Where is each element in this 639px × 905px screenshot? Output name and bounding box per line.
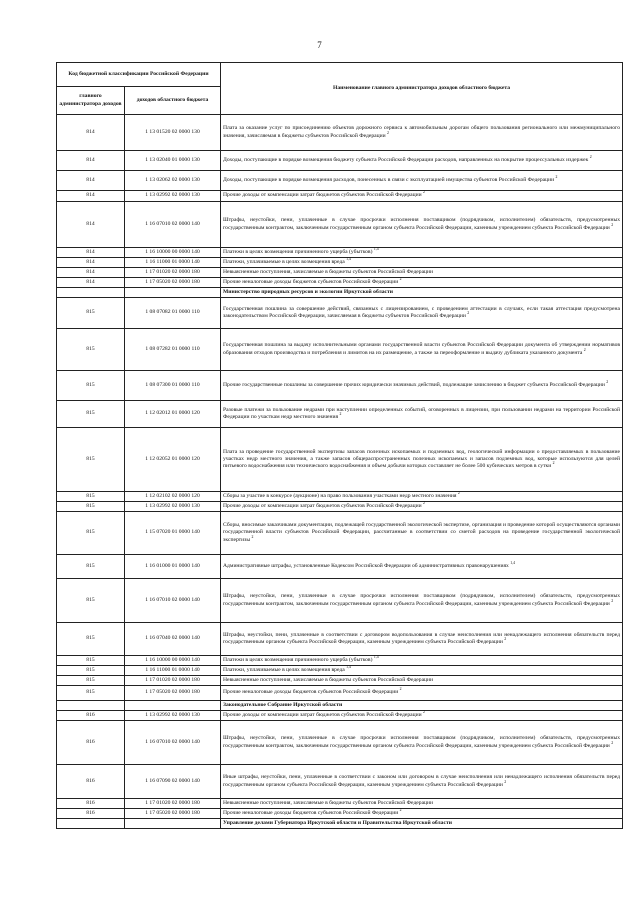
admin-code-cell bbox=[57, 288, 125, 298]
revenue-name-text: Штрафы, неустойки, пени, уплаченные в случае просрочки исполнения поставщиком (подрядчиком, исполнителем) обязательств, предусмотренных государственным контрактом, заключенным государственным органом субъекта Российской Федерации, казенным учреждением субъекта Российской Федерации bbox=[223, 735, 621, 749]
revenue-name-cell bbox=[221, 171, 623, 191]
table-row bbox=[57, 298, 623, 329]
revenue-code-cell: 1 12 02012 01 0000 120 bbox=[125, 401, 221, 428]
revenue-code-cell: 1 16 07010 02 0000 140 bbox=[125, 721, 221, 765]
admin-code-cell: 816 bbox=[57, 809, 125, 819]
admin-code-cell: 814 bbox=[57, 171, 125, 191]
revenue-code-cell: 1 08 07082 01 0000 110 bbox=[125, 298, 221, 329]
revenue-code-cell bbox=[125, 288, 221, 298]
footnote-mark: 2 bbox=[399, 687, 402, 692]
admin-code-cell: 815 bbox=[57, 579, 125, 623]
revenue-code-cell: 1 08 07300 01 0000 110 bbox=[125, 371, 221, 401]
revenue-name-text: Сборы за участие в конкурсе (аукционе) на право пользования участками недр местного значения bbox=[223, 492, 457, 499]
footnote-mark: 1,4 bbox=[346, 665, 351, 670]
revenue-name-text: Невыясненные поступления, зачисляемые в бюджеты субъектов Российской Федерации bbox=[223, 799, 434, 806]
revenue-code-cell bbox=[125, 701, 221, 711]
revenue-name-text: Прочие неналоговые доходы бюджетов субъектов Российской Федерации bbox=[223, 278, 399, 285]
footnote-mark: 1,4 bbox=[510, 561, 515, 566]
footnote-mark: 2 bbox=[552, 461, 555, 466]
revenue-name-text: Плата за оказание услуг по присоединению объектов дорожного сервиса к автомобильным дорогам общего пользования регионального или межмуниципального значения, зачисляемая в бюджеты субъектов Российской Федерации bbox=[223, 125, 621, 139]
revenue-name-text: Платежи, уплачиваемые в целях возмещения вреда bbox=[223, 258, 345, 265]
revenue-code-cell: 1 13 02992 02 0000 130 bbox=[125, 191, 221, 202]
revenue-name-cell bbox=[221, 721, 623, 765]
revenue-name-text: Прочие доходы от компенсации затрат бюджетов субъектов Российской Федерации bbox=[223, 502, 422, 509]
revenue-name-text: Министерство природных ресурсов и экологии Иркутской области bbox=[223, 288, 393, 295]
revenue-code-cell: 1 16 01000 01 0000 140 bbox=[125, 555, 221, 579]
revenue-code-cell: 1 13 02992 02 0000 130 bbox=[125, 711, 221, 721]
footnote-mark: 2 bbox=[339, 412, 342, 417]
footnote-mark: 2 bbox=[555, 175, 558, 180]
admin-code-cell: 815 bbox=[57, 492, 125, 502]
admin-code-cell: 815 bbox=[57, 686, 125, 701]
revenue-name-cell bbox=[221, 202, 623, 248]
footnote-mark: 2 bbox=[606, 380, 609, 385]
table-row bbox=[57, 151, 623, 171]
admin-code-cell bbox=[57, 819, 125, 829]
revenue-name-cell bbox=[221, 502, 623, 512]
admin-code-cell: 815 bbox=[57, 623, 125, 656]
revenue-name-cell bbox=[221, 579, 623, 623]
admin-code-cell: 814 bbox=[57, 268, 125, 278]
admin-code-cell: 814 bbox=[57, 191, 125, 202]
section-row bbox=[57, 288, 623, 298]
admin-code-cell: 815 bbox=[57, 401, 125, 428]
revenue-name-text: Платежи в целях возмещения причиненного ущерба (убытков) bbox=[223, 248, 373, 255]
revenue-name-cell bbox=[221, 666, 623, 676]
table-row bbox=[57, 258, 623, 268]
revenue-code-cell: 1 17 01020 02 0000 180 bbox=[125, 799, 221, 809]
revenue-name-text: Невыясненные поступления, зачисляемые в бюджеты субъектов Российской Федерации bbox=[223, 268, 434, 275]
admin-code-cell: 815 bbox=[57, 656, 125, 666]
footnote-mark: 2 bbox=[583, 347, 586, 352]
revenue-code-cell: 1 16 11000 01 0000 140 bbox=[125, 666, 221, 676]
revenue-name-text: Государственная пошлина за совершение действий, связанных с лицензированием, с проведением аттестации в случаях, если такая аттестация предусмотрена законодательством Российской Федерации, зачисляемая в бюджеты субъектов Российской Федерации bbox=[223, 305, 621, 319]
revenue-code-cell: 1 13 02992 02 0000 130 bbox=[125, 502, 221, 512]
admin-code-cell: 815 bbox=[57, 298, 125, 329]
budget-classification-table bbox=[56, 62, 623, 829]
footnote-mark: 2 bbox=[504, 779, 507, 784]
table-row bbox=[57, 502, 623, 512]
admin-code-cell: 814 bbox=[57, 202, 125, 248]
revenue-name-text: Законодательное Собрание Иркутской области bbox=[223, 701, 343, 708]
revenue-name-cell bbox=[221, 492, 623, 502]
revenue-name-text: Иные штрафы, неустойки, пени, уплаченные в соответствии с законом или договором в случае неисполнения или ненадлежащего исполнения обязательств перед государственным органом субъекта Российской Федерации, казенным учреждением субъекта Российской Федерации bbox=[223, 774, 621, 788]
revenue-name-cell bbox=[221, 686, 623, 701]
revenue-code-cell bbox=[125, 819, 221, 829]
admin-code-cell: 814 bbox=[57, 115, 125, 151]
admin-code-cell bbox=[57, 701, 125, 711]
section-title bbox=[221, 701, 623, 711]
page-number: 7 bbox=[317, 40, 322, 50]
revenue-name-cell bbox=[221, 799, 623, 809]
revenue-name-cell bbox=[221, 115, 623, 151]
revenue-name-cell bbox=[221, 401, 623, 428]
table-row bbox=[57, 371, 623, 401]
revenue-name-cell bbox=[221, 191, 623, 202]
revenue-code-cell: 1 13 01520 02 0000 130 bbox=[125, 115, 221, 151]
footnote-mark: 1,4 bbox=[373, 247, 379, 252]
revenue-name-cell bbox=[221, 151, 623, 171]
revenue-name-text: Штрафы, неустойки, пени, уплаченные в случае просрочки исполнения поставщиком (подрядчиком, исполнителем) обязательств, предусмотренных государственным контрактом, заключенным государственным органом субъекта Российской Федерации, казенным учреждением субъекта Российской Федерации bbox=[223, 593, 621, 607]
revenue-code-cell: 1 17 05020 02 0000 180 bbox=[125, 686, 221, 701]
revenue-name-cell bbox=[221, 268, 623, 278]
table-row bbox=[57, 676, 623, 686]
revenue-name-text: Прочие неналоговые доходы бюджетов субъектов Российской Федерации bbox=[223, 689, 399, 696]
table-row bbox=[57, 555, 623, 579]
revenue-code-cell: 1 16 07090 02 0000 140 bbox=[125, 765, 221, 799]
admin-code-cell: 816 bbox=[57, 721, 125, 765]
revenue-name-text: Невыясненные поступления, зачисляемые в бюджеты субъектов Российской Федерации bbox=[223, 676, 434, 683]
revenue-name-cell bbox=[221, 258, 623, 268]
revenue-code-cell: 1 08 07282 01 0000 110 bbox=[125, 329, 221, 371]
revenue-name-cell bbox=[221, 329, 623, 371]
table-row bbox=[57, 248, 623, 258]
revenue-name-text: Прочие неналоговые доходы бюджетов субъектов Российской Федерации bbox=[223, 809, 399, 816]
section-title bbox=[221, 288, 623, 298]
revenue-name-text: Прочие государственные пошлины за совершение прочих юридически значимых действий, подлежащие зачислению в бюджет субъекта Российской Федерации bbox=[223, 381, 605, 388]
revenue-name-cell bbox=[221, 623, 623, 656]
header-group: Код бюджетной классификации Российской Федерации bbox=[57, 63, 221, 87]
admin-code-cell: 816 bbox=[57, 711, 125, 721]
footnote-mark: 2 bbox=[423, 190, 425, 195]
header-name: Наименование главного администратора доходов областного бюджета bbox=[221, 63, 623, 115]
footnote-mark: 2 bbox=[251, 534, 254, 539]
admin-code-cell: 814 bbox=[57, 151, 125, 171]
admin-code-cell: 815 bbox=[57, 428, 125, 492]
revenue-name-cell bbox=[221, 248, 623, 258]
revenue-name-text: Штрафы, неустойки, пени, уплаченные в случае просрочки исполнения поставщиком (подрядчиком, исполнителем) обязательств, предусмотренных государственным контрактом, заключенным государственным органом субъекта Российской Федерации, казенным учреждением субъекта Российской Федерации bbox=[223, 217, 621, 231]
table-row bbox=[57, 191, 623, 202]
revenue-code-cell: 1 16 10000 00 0000 140 bbox=[125, 248, 221, 258]
table-row bbox=[57, 171, 623, 191]
footnote-mark: 2 bbox=[423, 710, 425, 715]
footnote-mark: 2 bbox=[399, 808, 402, 813]
table-row bbox=[57, 666, 623, 676]
revenue-name-text: Доходы, поступающие в порядке возмещения расходов, понесенных в связи с эксплуатацией имущества субъектов Российской Федерации bbox=[223, 176, 555, 183]
revenue-name-text: Прочие доходы от компенсации затрат бюджетов субъектов Российской Федерации bbox=[223, 192, 422, 199]
admin-code-cell: 814 bbox=[57, 258, 125, 268]
revenue-code-cell: 1 16 11000 01 0000 140 bbox=[125, 258, 221, 268]
table-row bbox=[57, 809, 623, 819]
revenue-code-cell: 1 17 05020 02 0000 180 bbox=[125, 278, 221, 288]
table-row bbox=[57, 686, 623, 701]
revenue-name-cell bbox=[221, 555, 623, 579]
table-row bbox=[57, 721, 623, 765]
admin-code-cell: 816 bbox=[57, 765, 125, 799]
table-row bbox=[57, 492, 623, 502]
admin-code-cell: 815 bbox=[57, 502, 125, 512]
revenue-code-cell: 1 17 05020 02 0000 180 bbox=[125, 809, 221, 819]
table-row bbox=[57, 278, 623, 288]
table-row bbox=[57, 401, 623, 428]
revenue-code-cell: 1 15 07020 01 0000 140 bbox=[125, 512, 221, 555]
footnote-mark: 2 bbox=[504, 637, 507, 642]
revenue-code-cell: 1 16 07040 02 0000 140 bbox=[125, 623, 221, 656]
revenue-name-cell bbox=[221, 298, 623, 329]
revenue-code-cell: 1 17 01020 02 0000 180 bbox=[125, 676, 221, 686]
table-row bbox=[57, 765, 623, 799]
table-row bbox=[57, 268, 623, 278]
footnote-mark: 2 bbox=[611, 598, 614, 603]
table-row bbox=[57, 656, 623, 666]
revenue-code-cell: 1 13 02040 01 0000 130 bbox=[125, 151, 221, 171]
table-row bbox=[57, 115, 623, 151]
revenue-name-text: Платежи в целях возмещения причиненного ущерба (убытков) bbox=[223, 656, 373, 663]
revenue-name-text: Разовые платежи за пользование недрами при наступлении определенных событий, оговоренных в лицензии, при пользовании недрами на территории Российской Федерации по участкам недр местного значения bbox=[223, 406, 621, 420]
admin-code-cell: 815 bbox=[57, 666, 125, 676]
section-row bbox=[57, 819, 623, 829]
header-admin: главного администратора доходов bbox=[57, 87, 125, 115]
admin-code-cell: 815 bbox=[57, 371, 125, 401]
revenue-code-cell: 1 12 02052 01 0000 120 bbox=[125, 428, 221, 492]
footnote-mark: 2 bbox=[399, 277, 402, 282]
revenue-name-cell bbox=[221, 711, 623, 721]
footnote-mark: 2 bbox=[611, 222, 614, 227]
revenue-name-cell bbox=[221, 656, 623, 666]
revenue-code-cell: 1 16 10000 00 0000 140 bbox=[125, 656, 221, 666]
revenue-name-text: Сборы, вносимые заказчиками документации, подлежащей государственной экологической экспертизе, организация и проведение которой осуществляются органами государственной власти субъектов Российской Федерации, рассчитанные в соответствии со сметой расходов на проведение государственной экологической экспертизы bbox=[223, 522, 621, 543]
footnote-mark: 2 bbox=[611, 740, 614, 745]
admin-code-cell: 815 bbox=[57, 512, 125, 555]
admin-code-cell: 814 bbox=[57, 248, 125, 258]
footnote-mark: 2 bbox=[423, 501, 425, 506]
table-body bbox=[57, 115, 623, 829]
revenue-name-cell bbox=[221, 512, 623, 555]
footnote-mark: 2 bbox=[457, 491, 460, 496]
table-row bbox=[57, 799, 623, 809]
revenue-code-cell: 1 16 07010 02 0000 140 bbox=[125, 202, 221, 248]
revenue-name-text: Управление делами Губернатора Иркутской области и Правительства Иркутской области bbox=[223, 819, 452, 826]
table-row bbox=[57, 329, 623, 371]
admin-code-cell: 815 bbox=[57, 555, 125, 579]
header-code: доходов областного бюджета bbox=[125, 87, 221, 115]
revenue-code-cell: 1 13 02062 02 0000 130 bbox=[125, 171, 221, 191]
revenue-name-text: Штрафы, неустойки, пени, уплаченные в соответствии с договором водопользования в случае неисполнения или ненадлежащего исполнения обязательств перед государственным органом субъекта Российской Федерации, казенным учреждением субъекта Российской Федерации bbox=[223, 631, 621, 645]
table-row bbox=[57, 428, 623, 492]
revenue-name-cell bbox=[221, 428, 623, 492]
revenue-name-text: Платежи, уплачиваемые в целях возмещения вреда bbox=[223, 666, 345, 673]
revenue-code-cell: 1 12 02102 02 0000 120 bbox=[125, 492, 221, 502]
section-row bbox=[57, 701, 623, 711]
footnote-mark: 2 bbox=[467, 311, 470, 316]
revenue-name-text: Плата за проведение государственной экспертизы запасов полезных ископаемых и подземных вод, геологической информации о предоставляемых в пользование участках недр местного значения, а также запасов общераспространенных полезных ископаемых и запасов подземных вод, которые используются для целей питьевого водоснабжения или технического водоснабжения и объем добычи которых составляет не более 500 кубических метров в сутки bbox=[223, 448, 621, 470]
table-row bbox=[57, 711, 623, 721]
admin-code-cell: 815 bbox=[57, 676, 125, 686]
revenue-name-cell bbox=[221, 809, 623, 819]
revenue-name-cell bbox=[221, 676, 623, 686]
section-title bbox=[221, 819, 623, 829]
revenue-name-cell bbox=[221, 278, 623, 288]
footnote-mark: 1,4 bbox=[373, 655, 379, 660]
table-row bbox=[57, 579, 623, 623]
table-row bbox=[57, 623, 623, 656]
revenue-name-text: Административные штрафы, установленные Кодексом Российской Федерации об административных правонарушениях bbox=[223, 562, 509, 569]
footnote-mark: 1,4 bbox=[346, 257, 351, 262]
revenue-name-text: Государственная пошлина за выдачу исполнительными органами государственной власти субъектов Российской Федерации документа об утверждении нормативов образования отходов производства и потребления и лимитов на их размещение, а также за переоформление и выдачу дубликата указанного документа bbox=[223, 342, 621, 356]
revenue-code-cell: 1 16 07010 02 0000 140 bbox=[125, 579, 221, 623]
table-row bbox=[57, 202, 623, 248]
revenue-name-text: Прочие доходы от компенсации затрат бюджетов субъектов Российской Федерации bbox=[223, 711, 422, 718]
admin-code-cell: 816 bbox=[57, 799, 125, 809]
footnote-mark: 2 bbox=[387, 130, 389, 135]
table-row bbox=[57, 512, 623, 555]
revenue-name-cell bbox=[221, 371, 623, 401]
admin-code-cell: 815 bbox=[57, 329, 125, 371]
admin-code-cell: 814 bbox=[57, 278, 125, 288]
revenue-code-cell: 1 17 01020 02 0000 180 bbox=[125, 268, 221, 278]
revenue-name-cell bbox=[221, 765, 623, 799]
footnote-mark: 2 bbox=[589, 155, 592, 160]
revenue-name-text: Доходы, поступающие в порядке возмещения бюджету субъекта Российской Федерации расходов, направленных на покрытие процессуальных издержек bbox=[223, 156, 589, 163]
